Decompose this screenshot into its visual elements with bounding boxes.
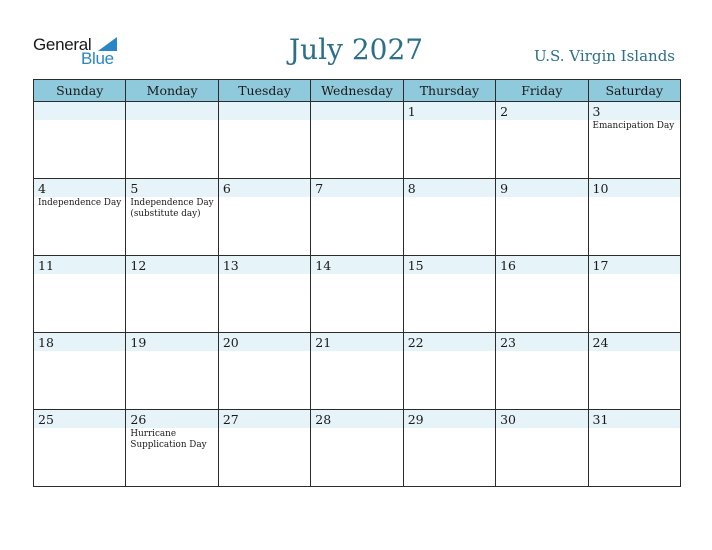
day-number-bar bbox=[404, 102, 495, 120]
day-number: 9 bbox=[500, 181, 509, 196]
day-cell[interactable] bbox=[311, 333, 403, 410]
day-number-bar bbox=[496, 410, 587, 428]
day-number-bar bbox=[126, 333, 217, 351]
weekday-header: Wednesday bbox=[311, 80, 403, 102]
day-number-bar bbox=[311, 179, 402, 197]
day-number-bar bbox=[219, 410, 310, 428]
day-number-bar bbox=[496, 333, 587, 351]
day-number: 10 bbox=[592, 181, 609, 196]
day-cell[interactable] bbox=[496, 333, 588, 410]
day-number-bar bbox=[34, 179, 125, 197]
day-number: 14 bbox=[315, 258, 332, 273]
day-number: 19 bbox=[130, 335, 147, 350]
day-number-bar bbox=[589, 410, 680, 428]
day-number-bar bbox=[589, 256, 680, 274]
holiday-label: Hurricane Supplication Day bbox=[130, 429, 207, 450]
day-cell[interactable] bbox=[496, 256, 588, 333]
day-cell[interactable] bbox=[218, 256, 310, 333]
day-cell[interactable] bbox=[218, 333, 310, 410]
day-number: 30 bbox=[500, 412, 517, 427]
day-cell[interactable] bbox=[588, 410, 680, 487]
day-number: 2 bbox=[500, 104, 509, 119]
weekday-header: Thursday bbox=[403, 80, 495, 102]
day-number-bar bbox=[404, 179, 495, 197]
day-cell[interactable] bbox=[34, 102, 126, 179]
region-label: U.S. Virgin Islands bbox=[534, 47, 675, 65]
day-cell[interactable] bbox=[496, 410, 588, 487]
day-cell[interactable] bbox=[126, 179, 218, 256]
day-number: 17 bbox=[592, 258, 609, 273]
day-number: 22 bbox=[407, 335, 424, 350]
calendar-title: July 2027 bbox=[288, 33, 424, 66]
day-number: 3 bbox=[592, 104, 601, 119]
day-number: 21 bbox=[315, 335, 332, 350]
day-number: 26 bbox=[130, 412, 147, 427]
day-cell[interactable] bbox=[34, 179, 126, 256]
day-number: 13 bbox=[222, 258, 239, 273]
weekday-header: Monday bbox=[126, 80, 218, 102]
day-cell[interactable] bbox=[311, 179, 403, 256]
day-cell[interactable] bbox=[126, 410, 218, 487]
week-row bbox=[34, 410, 681, 487]
day-number: 16 bbox=[500, 258, 517, 273]
day-number-bar bbox=[219, 179, 310, 197]
day-number-bar bbox=[311, 256, 402, 274]
day-number-bar bbox=[404, 410, 495, 428]
day-number-bar bbox=[496, 102, 587, 120]
weekday-header: Tuesday bbox=[218, 80, 310, 102]
week-row bbox=[34, 179, 681, 256]
day-number: 5 bbox=[130, 181, 139, 196]
day-number-bar bbox=[589, 333, 680, 351]
day-cell[interactable] bbox=[403, 179, 495, 256]
day-number: 11 bbox=[38, 258, 54, 273]
day-number-bar bbox=[126, 179, 217, 197]
calendar-body bbox=[34, 102, 681, 487]
day-number-bar bbox=[219, 256, 310, 274]
day-cell[interactable] bbox=[588, 333, 680, 410]
day-number-bar bbox=[34, 410, 125, 428]
day-cell[interactable] bbox=[588, 102, 680, 179]
day-number: 25 bbox=[38, 412, 54, 427]
day-number-bar bbox=[219, 333, 310, 351]
day-number: 24 bbox=[592, 335, 609, 350]
weekday-header: Friday bbox=[496, 80, 588, 102]
day-number: 29 bbox=[407, 412, 424, 427]
calendar-grid bbox=[33, 79, 681, 487]
day-cell[interactable] bbox=[218, 102, 310, 179]
day-cell[interactable] bbox=[403, 410, 495, 487]
day-number: 4 bbox=[38, 181, 46, 196]
day-number: 12 bbox=[130, 258, 147, 273]
day-cell[interactable] bbox=[403, 333, 495, 410]
day-number-bar bbox=[126, 410, 217, 428]
day-cell[interactable] bbox=[311, 256, 403, 333]
day-number: 7 bbox=[315, 181, 324, 196]
day-number: 8 bbox=[407, 181, 416, 196]
day-cell[interactable] bbox=[496, 102, 588, 179]
day-number-bar bbox=[589, 179, 680, 197]
day-cell[interactable] bbox=[218, 410, 310, 487]
day-cell[interactable] bbox=[588, 179, 680, 256]
day-cell[interactable] bbox=[218, 179, 310, 256]
weekday-header: Saturday bbox=[588, 80, 680, 102]
day-cell[interactable] bbox=[126, 333, 218, 410]
day-number-bar bbox=[404, 256, 495, 274]
holiday-label: Emancipation Day bbox=[592, 121, 675, 131]
day-number-bar bbox=[126, 256, 217, 274]
day-number-bar bbox=[34, 102, 125, 120]
day-number-bar bbox=[589, 102, 680, 120]
day-cell[interactable] bbox=[126, 102, 218, 179]
day-number-bar bbox=[311, 410, 402, 428]
day-cell[interactable] bbox=[34, 333, 126, 410]
day-number: 23 bbox=[500, 335, 517, 350]
day-cell[interactable] bbox=[403, 102, 495, 179]
day-number: 28 bbox=[315, 412, 332, 427]
day-number-bar bbox=[496, 256, 587, 274]
week-row bbox=[34, 333, 681, 410]
day-number: 6 bbox=[222, 181, 231, 196]
weekday-header-row bbox=[34, 80, 681, 102]
day-number: 27 bbox=[222, 412, 239, 427]
week-row bbox=[34, 102, 681, 179]
day-number: 20 bbox=[222, 335, 239, 350]
holiday-label: Independence Day bbox=[38, 198, 122, 208]
logo-text-blue: Blue bbox=[81, 49, 114, 68]
day-number-bar bbox=[34, 333, 125, 351]
day-number: 31 bbox=[592, 412, 609, 427]
day-cell[interactable] bbox=[34, 410, 126, 487]
week-row bbox=[34, 256, 681, 333]
day-cell[interactable] bbox=[588, 256, 680, 333]
day-number-bar bbox=[496, 179, 587, 197]
day-number-bar bbox=[311, 102, 402, 120]
day-cell[interactable] bbox=[403, 256, 495, 333]
day-cell[interactable] bbox=[126, 256, 218, 333]
logo-text-general: General bbox=[33, 35, 92, 54]
day-number-bar bbox=[219, 102, 310, 120]
day-cell[interactable] bbox=[311, 410, 403, 487]
holiday-label: Independence Day (substitute day) bbox=[130, 198, 214, 219]
day-number-bar bbox=[311, 333, 402, 351]
day-cell[interactable] bbox=[34, 256, 126, 333]
day-number: 18 bbox=[38, 335, 54, 350]
weekday-header: Sunday bbox=[34, 80, 126, 102]
day-cell[interactable] bbox=[496, 179, 588, 256]
day-number: 1 bbox=[407, 104, 416, 119]
day-number-bar bbox=[34, 256, 125, 274]
day-number: 15 bbox=[407, 258, 424, 273]
day-number-bar bbox=[404, 333, 495, 351]
day-number-bar bbox=[126, 102, 217, 120]
day-cell[interactable] bbox=[311, 102, 403, 179]
